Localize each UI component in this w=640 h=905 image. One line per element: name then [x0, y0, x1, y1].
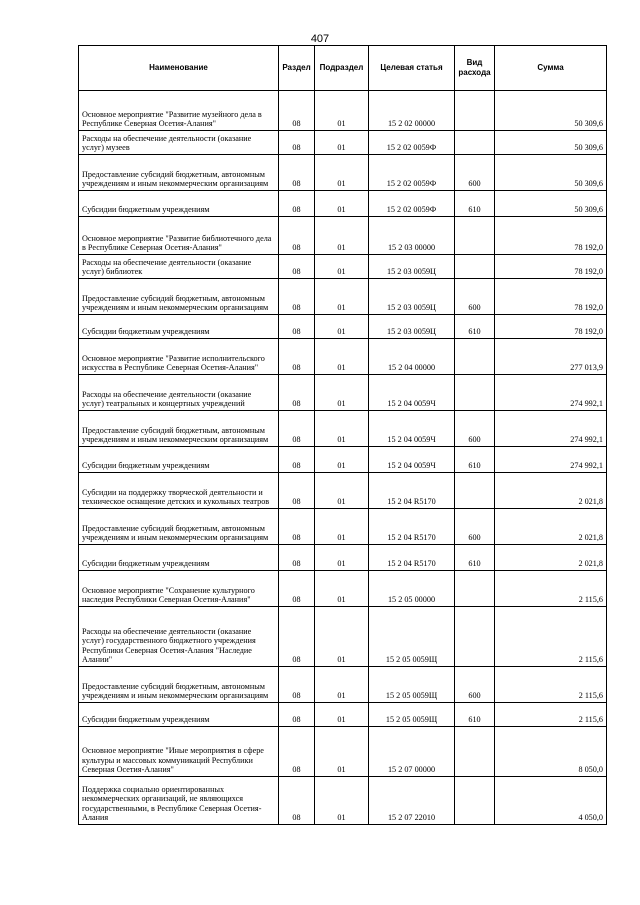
- row-expense-type: [455, 777, 495, 825]
- row-name: Основное мероприятие "Сохранение культурного наследия Республики Северная Осетия-Алания": [79, 571, 279, 607]
- row-name: Субсидии бюджетным учреждениям: [79, 315, 279, 339]
- row-section: 08: [279, 447, 315, 473]
- column-header-name: Наименование: [79, 46, 279, 91]
- row-name: Субсидии бюджетным учреждениям: [79, 191, 279, 217]
- row-target-item: 15 2 02 0059Ф: [369, 155, 455, 191]
- row-expense-type: 600: [455, 279, 495, 315]
- table-row: [79, 155, 607, 191]
- row-section: 08: [279, 315, 315, 339]
- table-row: [79, 571, 607, 607]
- row-amount: 2 115,6: [495, 607, 607, 667]
- row-subsection: 01: [315, 279, 369, 315]
- column-header-section: Раздел: [279, 46, 315, 91]
- row-target-item: 15 2 02 0059Ф: [369, 131, 455, 155]
- row-amount: 2 021,8: [495, 509, 607, 545]
- column-header-expense-type: Вид расхода: [455, 46, 495, 91]
- row-name: Основное мероприятие "Развитие библиотечного дела в Республике Северная Осетия-Алания": [79, 217, 279, 255]
- row-name: Субсидии бюджетным учреждениям: [79, 545, 279, 571]
- row-amount: 274 992,1: [495, 447, 607, 473]
- row-amount: 78 192,0: [495, 315, 607, 339]
- column-header-subsection: Подраздел: [315, 46, 369, 91]
- column-header-amount: Сумма: [495, 46, 607, 91]
- row-amount: 50 309,6: [495, 91, 607, 131]
- row-section: 08: [279, 667, 315, 703]
- row-name: Субсидии бюджетным учреждениям: [79, 447, 279, 473]
- row-section: 08: [279, 155, 315, 191]
- row-name: Основное мероприятие "Иные мероприятия в сфере культуры и массовых коммуникаций Республики Северная Осетия-Алания": [79, 727, 279, 777]
- row-subsection: 01: [315, 545, 369, 571]
- row-subsection: 01: [315, 703, 369, 727]
- row-target-item: 15 2 04 R5170: [369, 509, 455, 545]
- row-expense-type: [455, 91, 495, 131]
- row-target-item: 15 2 05 0059Щ: [369, 667, 455, 703]
- table-row: [79, 315, 607, 339]
- row-target-item: 15 2 03 00000: [369, 217, 455, 255]
- row-subsection: 01: [315, 91, 369, 131]
- row-section: 08: [279, 571, 315, 607]
- row-expense-type: 600: [455, 155, 495, 191]
- row-target-item: 15 2 04 0059Ч: [369, 411, 455, 447]
- row-name: Субсидии на поддержку творческой деятельности и техническое оснащение детских и кукольных театров: [79, 473, 279, 509]
- row-amount: 78 192,0: [495, 279, 607, 315]
- row-amount: 2 115,6: [495, 571, 607, 607]
- row-section: 08: [279, 727, 315, 777]
- row-subsection: 01: [315, 217, 369, 255]
- row-expense-type: 610: [455, 191, 495, 217]
- row-target-item: 15 2 04 00000: [369, 339, 455, 375]
- budget-table: [78, 45, 607, 825]
- row-name: Поддержка социально ориентированных некоммерческих организаций, не являющихся государственными, в Республике Северная Осетия-Алания: [79, 777, 279, 825]
- row-section: 08: [279, 473, 315, 509]
- row-target-item: 15 2 05 0059Щ: [369, 703, 455, 727]
- row-section: 08: [279, 255, 315, 279]
- row-target-item: 15 2 02 0059Ф: [369, 191, 455, 217]
- row-section: 08: [279, 509, 315, 545]
- table-row: [79, 473, 607, 509]
- row-name: Субсидии бюджетным учреждениям: [79, 703, 279, 727]
- row-subsection: 01: [315, 473, 369, 509]
- row-expense-type: [455, 571, 495, 607]
- row-target-item: 15 2 02 00000: [369, 91, 455, 131]
- row-target-item: 15 2 04 0059Ч: [369, 375, 455, 411]
- row-amount: 4 050,0: [495, 777, 607, 825]
- table-row: [79, 509, 607, 545]
- row-expense-type: 610: [455, 315, 495, 339]
- row-expense-type: [455, 131, 495, 155]
- table-row: [79, 131, 607, 155]
- row-subsection: 01: [315, 191, 369, 217]
- row-expense-type: 610: [455, 545, 495, 571]
- row-name: Предоставление субсидий бюджетным, автономным учреждениям и иным некоммерческим организациям: [79, 155, 279, 191]
- row-target-item: 15 2 03 0059Ц: [369, 315, 455, 339]
- table-row: [79, 255, 607, 279]
- row-expense-type: [455, 727, 495, 777]
- row-amount: 2 115,6: [495, 667, 607, 703]
- row-section: 08: [279, 217, 315, 255]
- table-row: [79, 703, 607, 727]
- row-amount: 2 021,8: [495, 545, 607, 571]
- row-subsection: 01: [315, 607, 369, 667]
- row-name: Предоставление субсидий бюджетным, автономным учреждениям и иным некоммерческим организациям: [79, 667, 279, 703]
- table-row: [79, 411, 607, 447]
- row-amount: 50 309,6: [495, 155, 607, 191]
- row-name: Предоставление субсидий бюджетным, автономным учреждениям и иным некоммерческим организациям: [79, 411, 279, 447]
- row-subsection: 01: [315, 375, 369, 411]
- row-section: 08: [279, 279, 315, 315]
- row-target-item: 15 2 07 22010: [369, 777, 455, 825]
- row-target-item: 15 2 04 R5170: [369, 473, 455, 509]
- row-name: Основное мероприятие "Развитие музейного дела в Республике Северная Осетия-Алания": [79, 91, 279, 131]
- row-amount: 274 992,1: [495, 375, 607, 411]
- row-expense-type: [455, 255, 495, 279]
- row-expense-type: 600: [455, 509, 495, 545]
- row-target-item: 15 2 03 0059Ц: [369, 279, 455, 315]
- row-subsection: 01: [315, 509, 369, 545]
- table-row: [79, 339, 607, 375]
- row-amount: 274 992,1: [495, 411, 607, 447]
- table-row: [79, 777, 607, 825]
- page-number: 407: [310, 33, 330, 45]
- row-target-item: 15 2 05 0059Щ: [369, 607, 455, 667]
- row-subsection: 01: [315, 131, 369, 155]
- row-target-item: 15 2 04 0059Ч: [369, 447, 455, 473]
- row-section: 08: [279, 607, 315, 667]
- table-row: [79, 607, 607, 667]
- row-expense-type: 600: [455, 411, 495, 447]
- row-section: 08: [279, 411, 315, 447]
- row-subsection: 01: [315, 315, 369, 339]
- column-header-target-item: Целевая статья: [369, 46, 455, 91]
- row-name: Расходы на обеспечение деятельности (оказание услуг) библиотек: [79, 255, 279, 279]
- row-subsection: 01: [315, 777, 369, 825]
- row-expense-type: [455, 607, 495, 667]
- row-section: 08: [279, 91, 315, 131]
- table-header-row: [79, 46, 607, 91]
- row-name: Расходы на обеспечение деятельности (оказание услуг) государственного бюджетного учреждения Республики Северная Осетия-Алания "Наследие Алании": [79, 607, 279, 667]
- row-name: Предоставление субсидий бюджетным, автономным учреждениям и иным некоммерческим организациям: [79, 509, 279, 545]
- row-expense-type: 600: [455, 667, 495, 703]
- row-amount: 8 050,0: [495, 727, 607, 777]
- row-amount: 2 021,8: [495, 473, 607, 509]
- table-row: [79, 667, 607, 703]
- row-name: Предоставление субсидий бюджетным, автономным учреждениям и иным некоммерческим организациям: [79, 279, 279, 315]
- row-subsection: 01: [315, 339, 369, 375]
- table-row: [79, 727, 607, 777]
- row-subsection: 01: [315, 667, 369, 703]
- row-subsection: 01: [315, 727, 369, 777]
- row-expense-type: 610: [455, 703, 495, 727]
- row-amount: 50 309,6: [495, 191, 607, 217]
- row-section: 08: [279, 131, 315, 155]
- row-expense-type: [455, 217, 495, 255]
- row-target-item: 15 2 07 00000: [369, 727, 455, 777]
- row-subsection: 01: [315, 447, 369, 473]
- row-expense-type: [455, 339, 495, 375]
- row-subsection: 01: [315, 155, 369, 191]
- row-section: 08: [279, 777, 315, 825]
- table-row: [79, 545, 607, 571]
- row-amount: 78 192,0: [495, 217, 607, 255]
- table-row: [79, 447, 607, 473]
- row-amount: 277 013,9: [495, 339, 607, 375]
- row-name: Расходы на обеспечение деятельности (оказание услуг) театральных и концертных учреждений: [79, 375, 279, 411]
- row-target-item: 15 2 03 0059Ц: [369, 255, 455, 279]
- row-expense-type: [455, 375, 495, 411]
- table-body: [79, 91, 607, 825]
- row-amount: 50 309,6: [495, 131, 607, 155]
- row-amount: 78 192,0: [495, 255, 607, 279]
- row-expense-type: [455, 473, 495, 509]
- table-row: [79, 191, 607, 217]
- row-name: Основное мероприятие "Развитие исполнительского искусства в Республике Северная Осетия-Алания": [79, 339, 279, 375]
- row-section: 08: [279, 339, 315, 375]
- row-target-item: 15 2 04 R5170: [369, 545, 455, 571]
- row-amount: 2 115,6: [495, 703, 607, 727]
- table-row: [79, 279, 607, 315]
- row-target-item: 15 2 05 00000: [369, 571, 455, 607]
- row-subsection: 01: [315, 411, 369, 447]
- row-section: 08: [279, 191, 315, 217]
- row-section: 08: [279, 703, 315, 727]
- row-expense-type: 610: [455, 447, 495, 473]
- row-subsection: 01: [315, 255, 369, 279]
- row-subsection: 01: [315, 571, 369, 607]
- row-section: 08: [279, 545, 315, 571]
- row-name: Расходы на обеспечение деятельности (оказание услуг) музеев: [79, 131, 279, 155]
- table-row: [79, 217, 607, 255]
- table-row: [79, 375, 607, 411]
- table-row: [79, 91, 607, 131]
- row-section: 08: [279, 375, 315, 411]
